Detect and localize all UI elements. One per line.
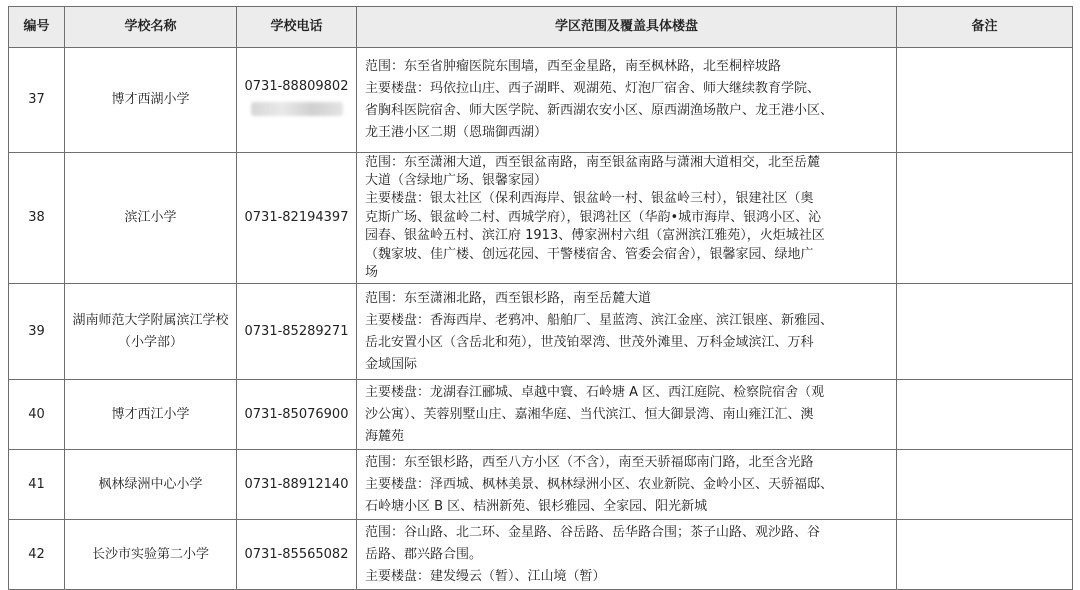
note-cell bbox=[897, 450, 1073, 520]
header-number: 编号 bbox=[9, 7, 65, 48]
range-line: 范围：东至省肿瘤医院东围墙，西至金星路，南至枫林路，北至桐梓坡路 bbox=[365, 59, 782, 74]
range-line: 主要楼盘：泽西城、枫林美景、枫林绿洲小区、农业新院、金岭小区、天骄福邸、 bbox=[365, 476, 834, 492]
header-row bbox=[9, 7, 1073, 48]
school-phone: 0731-85289271 bbox=[237, 284, 357, 380]
school-name: 博才西湖小学 bbox=[65, 48, 237, 153]
school-phone: 0731-85076900 bbox=[237, 380, 357, 450]
range-line: 沙公寓）、芙蓉别墅山庄、嘉湘华庭、当代滨江、恒大御景湾、南山雍江汇、澳 bbox=[365, 406, 814, 422]
district-range bbox=[357, 48, 897, 153]
range-line: 海麓苑 bbox=[365, 428, 405, 444]
school-phone: 0731-88809802 bbox=[244, 79, 349, 94]
table-row bbox=[9, 153, 1073, 284]
header-district-range: 学区范围及覆盖具体楼盘 bbox=[357, 7, 897, 48]
note-cell bbox=[897, 153, 1073, 284]
row-number: 40 bbox=[9, 380, 65, 450]
district-range bbox=[357, 380, 897, 450]
range-line: 大道（含绿地广场、银馨家园） bbox=[365, 172, 548, 188]
range-line: 园春、银盆岭五村、滨江府 1913、傅家洲村六组（富洲滨江雅苑），火炬城社区 bbox=[365, 228, 825, 244]
table-row bbox=[9, 284, 1073, 380]
table-row bbox=[9, 380, 1073, 450]
row-number: 39 bbox=[9, 284, 65, 380]
header-note: 备注 bbox=[897, 7, 1073, 48]
district-range bbox=[357, 520, 897, 590]
school-name: 博才西江小学 bbox=[65, 380, 237, 450]
school-name: 湖南师范大学附属滨江学校 bbox=[72, 312, 229, 328]
district-range bbox=[357, 153, 897, 284]
table-row bbox=[9, 520, 1073, 590]
range-line: 范围：谷山路、北二环、金星路、谷岳路、岳华路合围；茶子山路、观沙路、谷 bbox=[365, 524, 821, 540]
school-name-cell bbox=[65, 284, 237, 380]
row-number: 42 bbox=[9, 520, 65, 590]
header-school-phone: 学校电话 bbox=[237, 7, 357, 48]
table-row bbox=[9, 48, 1073, 153]
district-range bbox=[357, 284, 897, 380]
row-number: 37 bbox=[9, 48, 65, 153]
school-phone: 0731-85565082 bbox=[237, 520, 357, 590]
district-range bbox=[357, 450, 897, 520]
note-cell bbox=[897, 48, 1073, 153]
school-name: 枫林绿洲中心小学 bbox=[65, 450, 237, 520]
note-cell bbox=[897, 284, 1073, 380]
row-number: 38 bbox=[9, 153, 65, 284]
range-line: 主要楼盘：银太社区（保利西海岸、银盆岭一村、银盆岭三村），银建社区（奥 bbox=[365, 191, 814, 207]
range-line: 主要楼盘：建发缦云（暂）、江山境（暂） bbox=[365, 568, 606, 584]
range-line: （魏家坡、佳广楼、创远花园、干警楼宿舍、管委会宿舍），银馨家园、绿地广 bbox=[365, 246, 814, 262]
range-line: 龙王港小区二期（恩瑞御西湖） bbox=[365, 125, 548, 140]
note-cell bbox=[897, 520, 1073, 590]
range-line: 金域国际 bbox=[365, 356, 418, 372]
range-line: 主要楼盘：香海西岸、老鸦冲、船舶厂、星蓝湾、滨江金座、滨江银座、新雅园、 bbox=[365, 312, 834, 328]
school-phone: 0731-88912140 bbox=[237, 450, 357, 520]
range-line: 克斯广场、银盆岭二村、西城学府），银鸿社区（华韵•城市海岸、银鸿小区、沁 bbox=[365, 209, 822, 225]
row-number: 41 bbox=[9, 450, 65, 520]
table-row bbox=[9, 450, 1073, 520]
school-phone-cell bbox=[237, 48, 357, 153]
note-cell bbox=[897, 380, 1073, 450]
range-line: 石岭塘小区 B 区、桔洲新苑、银杉雅园、全家园、阳光新城 bbox=[365, 498, 708, 514]
school-name-subtitle: （小学部） bbox=[117, 334, 183, 350]
blurred-redaction bbox=[251, 102, 343, 116]
school-name: 滨江小学 bbox=[65, 153, 237, 284]
school-name: 长沙市实验第二小学 bbox=[65, 520, 237, 590]
range-line: 岳路、郡兴路合围。 bbox=[365, 546, 483, 562]
range-line: 岳北安置小区（含岳北和苑），世茂铂翠湾、世茂外滩里、万科金域滨江、万科 bbox=[365, 334, 814, 350]
range-line: 范围：东至潇湘大道，西至银盆南路，南至银盆南路与潇湘大道相交，北至岳麓 bbox=[365, 154, 821, 170]
header-school-name: 学校名称 bbox=[65, 7, 237, 48]
school-phone: 0731-82194397 bbox=[237, 153, 357, 284]
school-district-table bbox=[8, 6, 1073, 590]
range-line: 主要楼盘：龙湖春江郦城、卓越中寰、石岭塘 A 区、西江庭院、检察院宿舍（观 bbox=[365, 384, 825, 400]
range-line: 主要楼盘：玛依拉山庄、西子湖畔、观湖苑、灯泡厂宿舍、师大继续教育学院、 bbox=[365, 81, 821, 96]
range-line: 范围：东至银杉路，西至八方小区（不含），南至天骄福邸南门路，北至含光路 bbox=[365, 454, 814, 470]
range-line: 范围：东至潇湘北路，西至银杉路，南至岳麓大道 bbox=[365, 290, 652, 306]
range-line: 场 bbox=[365, 265, 379, 281]
range-line: 省胸科医院宿舍、师大医学院、新西湖农安小区、原西湖渔场散户、龙王港小区、 bbox=[365, 103, 834, 118]
